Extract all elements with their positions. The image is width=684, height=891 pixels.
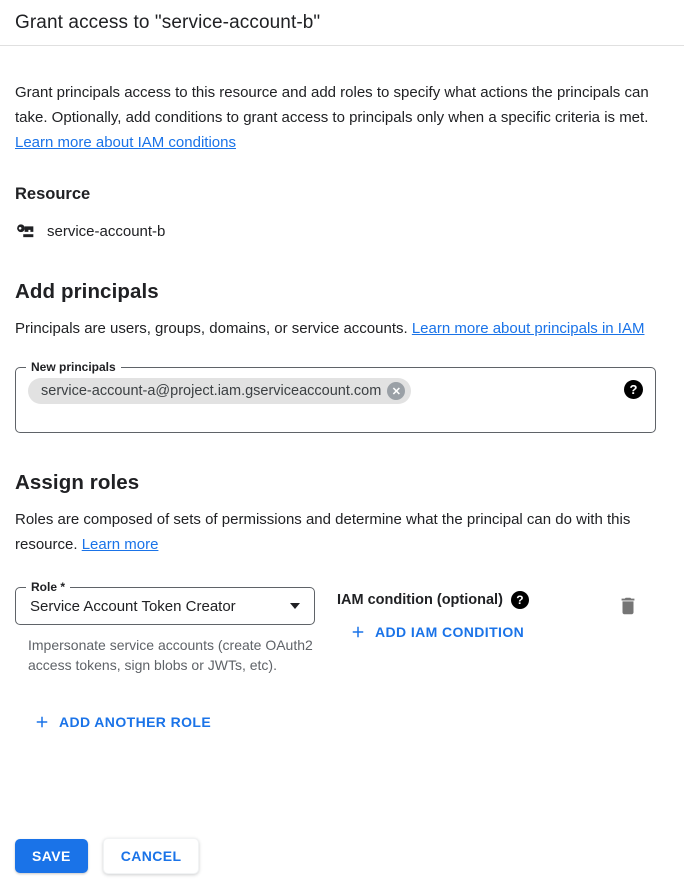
dialog-footer — [15, 838, 199, 874]
trash-icon — [617, 595, 639, 617]
chip-remove-icon[interactable]: ✕ — [387, 382, 405, 400]
resource-row — [15, 220, 656, 242]
new-principals-label: New principals — [26, 360, 121, 374]
resource-name: service-account-b — [47, 222, 166, 240]
chevron-down-icon — [290, 603, 300, 609]
dialog-title: Grant access to "service-account-b" — [15, 12, 321, 33]
principals-help-icon[interactable]: ? — [624, 380, 643, 399]
role-column — [15, 580, 315, 675]
roles-paragraph — [15, 507, 656, 557]
role-helper-text: Impersonate service accounts (create OAuth2 access tokens, sign blobs or JWTs, etc). — [28, 637, 313, 673]
condition-label: IAM condition (optional) — [337, 592, 503, 608]
role-select[interactable] — [15, 580, 315, 625]
add-iam-condition-label: ADD IAM CONDITION — [375, 624, 525, 640]
principals-text: Principals are users, groups, domains, or service accounts. — [15, 320, 412, 337]
principal-chip-value: service-account-a@project.iam.gserviceaccount.com — [41, 383, 382, 399]
iam-conditions-link[interactable]: Learn more about IAM conditions — [15, 134, 236, 151]
delete-role-button[interactable] — [616, 595, 640, 619]
plus-icon — [33, 713, 51, 731]
add-iam-condition-button[interactable] — [349, 623, 524, 641]
roles-learn-more-link[interactable]: Learn more — [81, 536, 159, 553]
resource-heading: Resource — [15, 185, 91, 203]
condition-help-icon[interactable]: ? — [511, 591, 529, 609]
roles-text: Roles are composed of sets of permissions and determine what the principal can do with this resource. — [15, 511, 631, 553]
role-row — [15, 580, 656, 675]
principals-paragraph — [15, 316, 656, 341]
principals-link[interactable]: Learn more about principals in IAM — [411, 320, 645, 337]
new-principals-field[interactable] — [15, 360, 656, 433]
assign-roles-heading: Assign roles — [15, 471, 140, 494]
add-another-role-label: ADD ANOTHER ROLE — [59, 714, 212, 730]
condition-label-row — [337, 591, 616, 609]
dialog-header — [0, 0, 684, 46]
role-label: Role * — [26, 580, 70, 594]
principal-chip[interactable] — [28, 378, 411, 404]
plus-icon — [349, 623, 367, 641]
add-principals-heading: Add principals — [15, 280, 159, 303]
service-account-icon — [15, 220, 37, 242]
intro-text: Grant principals access to this resource and add roles to specify what actions the principals can take. Optionally, add conditions to grant access to principals only when a specific criteria is met. — [15, 84, 649, 126]
add-another-role-button[interactable] — [33, 713, 211, 731]
save-button[interactable]: SAVE — [15, 839, 88, 873]
role-selected-value: Service Account Token Creator — [30, 597, 236, 615]
dialog-content — [0, 80, 684, 736]
condition-column — [337, 587, 616, 646]
cancel-button[interactable]: CANCEL — [103, 838, 200, 874]
intro-paragraph — [15, 80, 656, 155]
